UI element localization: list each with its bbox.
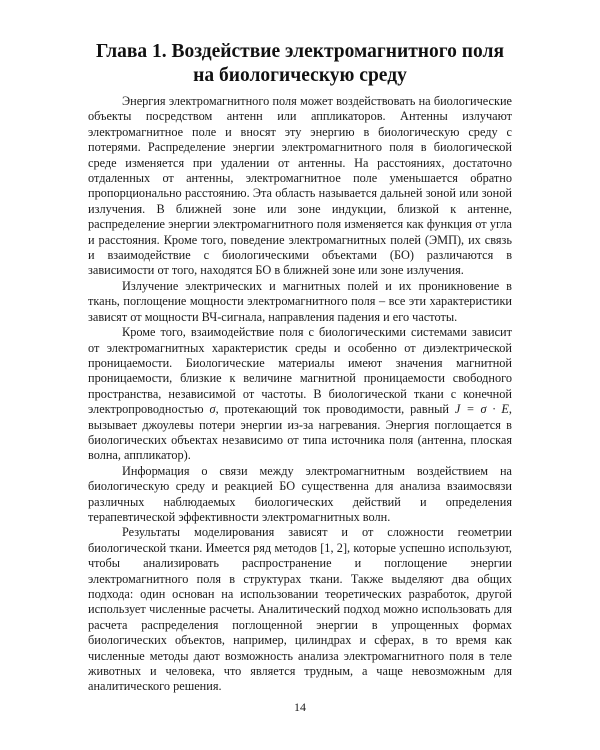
paragraph-3 [88,325,512,464]
body-text [88,94,512,695]
chapter-title-line-2: на биологическую среду [193,65,407,86]
sigma-symbol: σ [209,402,216,417]
current-density-formula: J = σ · E [454,402,509,417]
paragraph-3-text-c: , вызывает джоулевы потери энергии из-за нагревания. Энергия поглощается в биологических объектах независимо от типа источника поля (антенна, плоская волна, аппликатор). [88,402,512,463]
paragraph-1: Энергия электромагнитного поля может воздействовать на биологические объекты посредством антенн или аппликаторов. Антенны излучают электромагнитное поле и вносят эту энергию в биологическую среду с потерями. Распределение энергии электромагнитного поля в биологической среде изменяется при удалении от антенны. На расстояниях, достаточно отдаленных от антенны, электромагнитное поле уменьшается обратно пропорционально расстоянию. Эта область называется дальней зоной или зоной излучения. В ближней зоне или зоне индукции, близкой к антенне, распределение энергии электромагнитного поля изменяется как функция от угла и расстояния. Кроме того, поведение электромагнитных полей (ЭМП), их связь и взаимодействие с биологическими объектами (БО) различаются в зависимости от того, находятся БО в ближней зоне или зоне излучения. [88,94,512,278]
paragraph-3-text-b: , протекающий ток проводимости, равный [215,402,455,417]
page-number: 14 [294,700,306,714]
paragraph-5: Результаты моделирования зависят и от сложности геометрии биологической ткани. Имеется ряд методов [1, 2], которые успешно используют, чтобы анализировать распространение и поглощение энергии электромагнитного поля в структурах ткани. Также выделяют два общих подхода: один основан на использовании теоретических разработок, другой использует численные расчеты. Аналитический подход можно использовать для расчета распределения поглощенной энергии в упрощенных формах биологических объектов, например, цилиндрах и сферах, в то время как численные методы дают возможность анализа электромагнитного поля в теле животных и человека, что является трудным, а чаще невозможным для аналитического решения. [88,525,512,694]
paragraph-4: Информация о связи между электромагнитным воздействием на биологическую среду и реакцией БО существенна для анализа взаимосвязи различных наблюдаемых биологических действий и определения терапевтической эффективности электромагнитных волн. [88,463,512,524]
paragraph-3-text-a: Кроме того, взаимодействие поля с биологическими системами зависит от электромагнитных характеристик среды и особенно от диэлектрической проницаемости. Биологические материалы имеют значения магнитной проницаемости, близкие к величине магнитной проницаемости свободного пространства, независимой от частоты. В биологической ткани с конечной электропроводностью [88,325,512,417]
paragraph-2: Излучение электрических и магнитных полей и их проникновение в ткань, поглощение мощности электромагнитного поля – все эти характеристики зависят от мощности ВЧ-сигнала, направления падения и его частоты. [88,278,512,324]
chapter-title [90,40,510,88]
chapter-title-line-1: Глава 1. Воздействие электромагнитного поля [95,41,505,62]
